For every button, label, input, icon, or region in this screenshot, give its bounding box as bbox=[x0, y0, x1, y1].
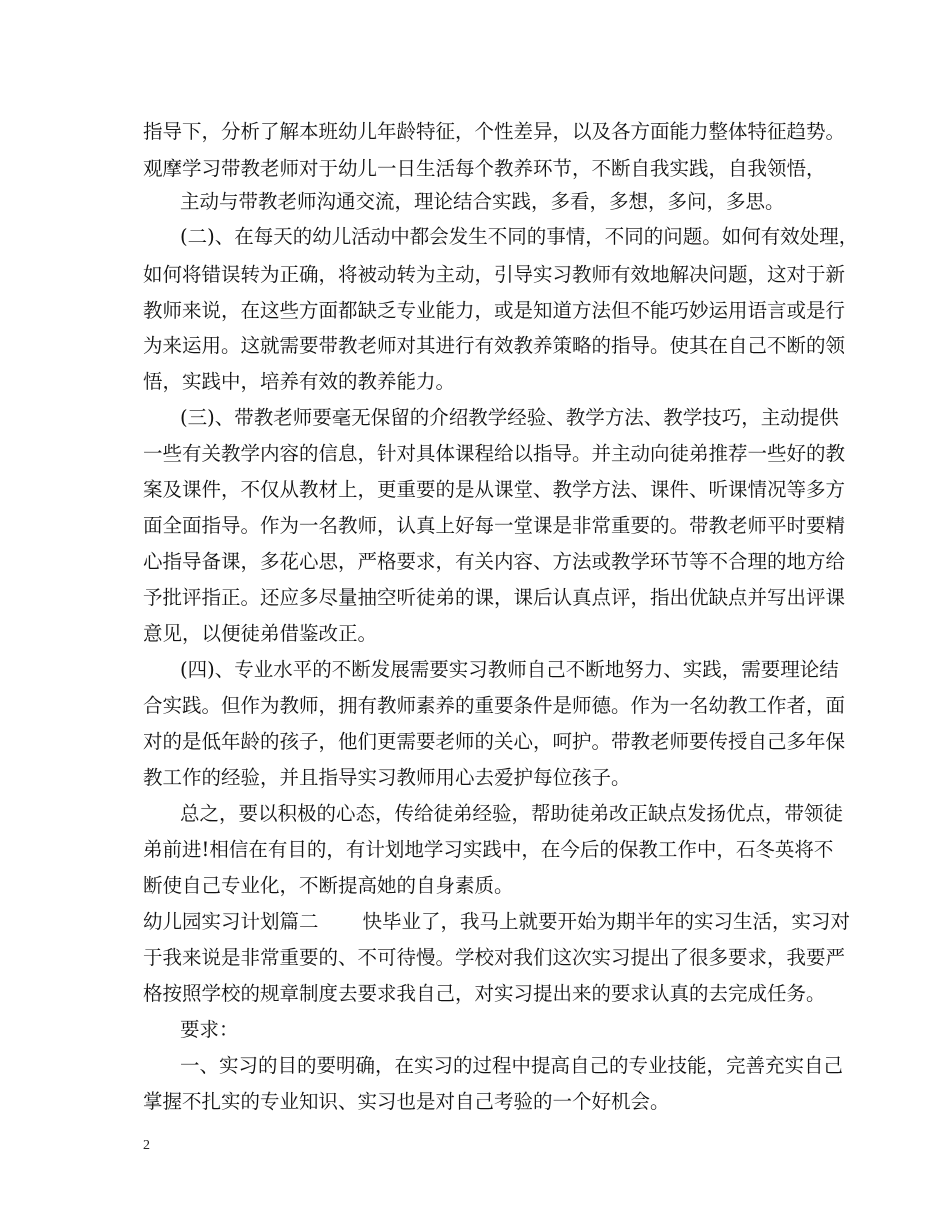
section-title: 幼儿园实习计划篇二 bbox=[143, 910, 319, 933]
text-line: 一些有关教学内容的信息，针对具体课程给以指导。并主动向徒弟推荐一些好的教 bbox=[143, 442, 846, 465]
text-line: 面全面指导。作为一名教师，认真上好每一堂课是非常重要的。带教老师平时要精 bbox=[143, 514, 846, 537]
section-first-sentence: 快毕业了，我马上就要开始为期半年的实习生活，实习对 bbox=[362, 910, 851, 933]
text-line: 观摩学习带教老师对于幼儿一日生活每个教养环节，不断自我实践，自我领悟， bbox=[143, 157, 826, 180]
text-line: 弟前进!相信在有目的，有计划地学习实践中，在今后的保教工作中，石冬英将不 bbox=[143, 838, 834, 861]
text-line: 主动与带教老师沟通交流，理论结合实践，多看，多想，多问，多思。 bbox=[180, 190, 785, 213]
text-line: 如何将错误转为正确，将被动转为主动，引导实习教师有效地解决问题，这对于新 bbox=[143, 263, 846, 286]
text-line: (三)、带教老师要毫无保留的介绍教学经验、教学方法、教学技巧，主动提供 bbox=[180, 406, 839, 429]
text-line: 断使自己专业化，不断提高她的自身素质。 bbox=[143, 874, 514, 897]
text-line: (二)、在每天的幼儿活动中都会发生不同的事情，不同的问题。如何有效处理， bbox=[180, 225, 859, 248]
text-line: 合实践。但作为教师，拥有教师素养的重要条件是师德。作为一名幼教工作者，面 bbox=[143, 694, 846, 717]
page-number: 2 bbox=[143, 1138, 150, 1153]
text-line: 掌握不扎实的专业知识、实习也是对自己考验的一个好机会。 bbox=[143, 1090, 670, 1113]
text-line: 总之，要以积极的心态，传给徒弟经验，帮助徒弟改正缺点发扬优点，带领徒 bbox=[180, 802, 844, 825]
text-line: 意见，以便徒弟借鉴改正。 bbox=[143, 622, 378, 645]
text-line: 案及课件，不仅从教材上，更重要的是从课堂、教学方法、课件、听课情况等多方 bbox=[143, 478, 846, 501]
text-line: 要求： bbox=[180, 1018, 239, 1041]
text-line: 予批评指正。还应多尽量抽空听徒弟的课，课后认真点评，指出优缺点并写出评课 bbox=[143, 586, 846, 609]
text-line: 教师来说，在这些方面都缺乏专业能力，或是知道方法但不能巧妙运用语言或是行 bbox=[143, 299, 846, 322]
text-line: 一、实习的目的要明确，在实习的过程中提高自己的专业技能，完善充实自己 bbox=[180, 1054, 844, 1077]
text-line: 对的是低年龄的孩子，他们更需要老师的关心，呵护。带教老师要传授自己多年保 bbox=[143, 730, 846, 753]
text-line: (四)、专业水平的不断发展需要实习教师自己不断地努力、实践，需要理论结 bbox=[180, 658, 839, 681]
text-line: 格按照学校的规章制度去要求我自己，对实习提出来的要求认真的去完成任务。 bbox=[143, 982, 826, 1005]
text-line: 为来运用。这就需要带教老师对其进行有效教养策略的指导。使其在自己不断的领 bbox=[143, 334, 846, 357]
text-line: 指导下，分析了解本班幼儿年龄特征，个性差异，以及各方面能力整体特征趋势。 bbox=[143, 120, 846, 143]
text-line: 教工作的经验，并且指导实习教师用心去爱护每位孩子。 bbox=[143, 766, 631, 789]
section-heading-line bbox=[143, 910, 850, 934]
text-line: 心指导备课，多花心思，严格要求，有关内容、方法或教学环节等不合理的地方给 bbox=[143, 550, 846, 573]
text-line: 于我来说是非常重要的、不可待慢。学校对我们这次实习提出了很多要求，我要严 bbox=[143, 946, 846, 969]
text-line: 悟，实践中，培养有效的教养能力。 bbox=[143, 370, 456, 393]
